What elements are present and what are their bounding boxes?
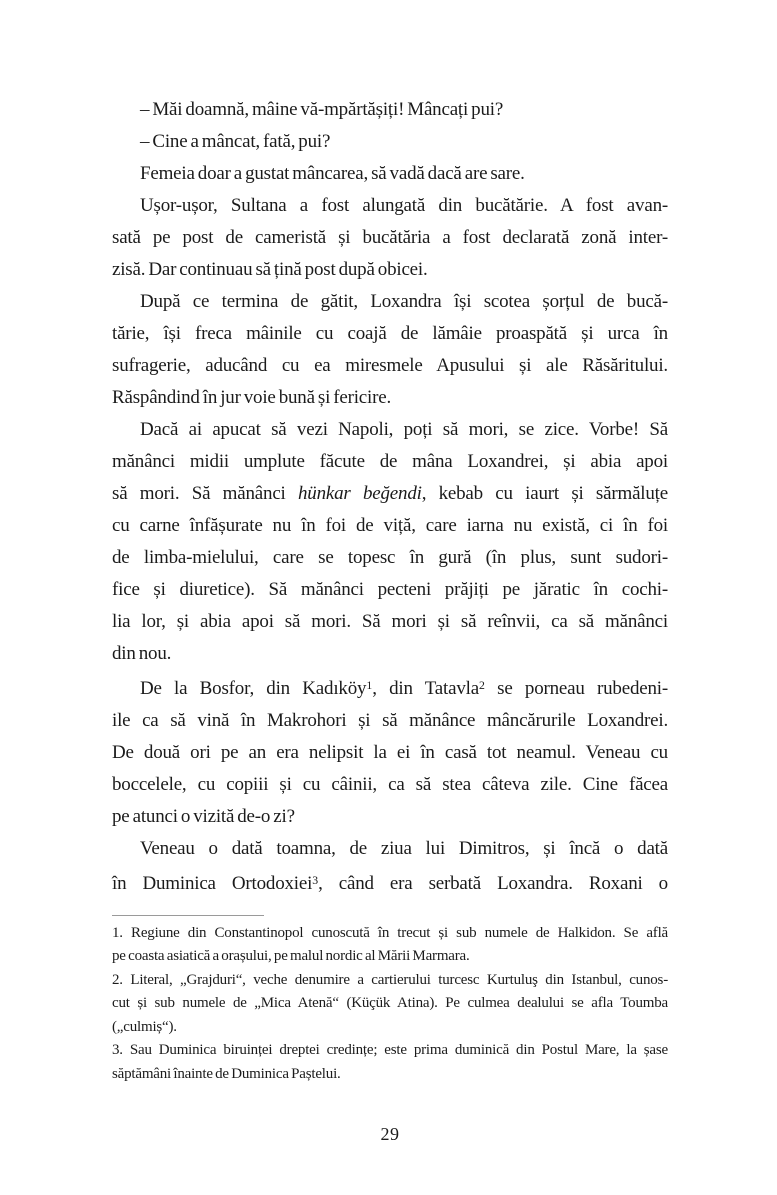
text-line: ile ca să vină în Makrohori și să mănânce mâncărurile Loxandrei. xyxy=(112,709,668,731)
text-line: După ce termina de gătit, Loxandra își scotea șorțul de bucă- xyxy=(140,291,668,312)
text-line: sată pe post de cameristă și bucătăria a fost declarată zonă inter- xyxy=(112,227,668,248)
text-line: 2. Literal, „Grajduri“, veche denumire a cartierului turcesc Kurtuluş din Istanbul, cunos- xyxy=(112,971,668,988)
paragraph xyxy=(112,158,668,190)
footnote xyxy=(112,969,668,1040)
text-line: Dacă ai apucat să vezi Napoli, poți să mori, se zice. Vorbe! Să xyxy=(140,419,668,440)
page-number: 29 xyxy=(380,1124,400,1145)
footnote xyxy=(112,1039,668,1086)
text-line: Răspândind în jur voie bună și fericire. xyxy=(112,387,392,408)
paragraph xyxy=(112,414,668,670)
paragraph xyxy=(112,94,668,126)
text-line: 3. Sau Duminica biruinței dreptei credințe; este prima duminică din Postul Mare, la șase xyxy=(112,1042,668,1059)
text-line: Femeia doar a gustat mâncarea, să vadă dacă are sare. xyxy=(140,163,525,184)
text-line: – Cine a mâncat, fată, pui? xyxy=(140,131,331,152)
text-line: sufragerie, aducând cu ea miresmele Apusului și ale Răsăritului. xyxy=(112,355,668,376)
text-line: Veneau o dată toamna, de ziua lui Dimitros, și încă o dată xyxy=(140,837,668,859)
footnote-separator xyxy=(112,915,264,916)
text-line: de limba-mielului, care se topesc în gură (în plus, sunt sudori- xyxy=(112,547,668,568)
text-line: Ușor-ușor, Sultana a fost alungată din bucătărie. A fost avan- xyxy=(140,195,668,216)
text-line: boccelele, cu copiii și cu câinii, ca să stea câteva zile. Cine făcea xyxy=(112,773,668,795)
paragraph xyxy=(112,190,668,286)
text-line: cu carne înfășurate nu în foi de viță, care iarna nu există, ci în foi xyxy=(112,515,668,536)
footnote-ref: 1 xyxy=(366,679,373,692)
text-line: pe atunci o vizită de-o zi? xyxy=(112,805,295,827)
body-text xyxy=(112,94,668,900)
italic-phrase: hünkar beğendi xyxy=(297,483,422,504)
text-line: în Duminica Ortodoxiei$^3$, când era serbată Loxandra. Roxani o xyxy=(112,872,668,894)
footnote-ref: 3 xyxy=(312,873,319,887)
text-line: cut și sub numele de „Mica Atenă“ (Küçük Atina). Pe culmea dealului se afla Toumba xyxy=(112,995,668,1012)
text-line: 1. Regiune din Constantinopol cunoscută în trecut și sub numele de Halkidon. Se află xyxy=(112,924,668,941)
text-line: De la Bosfor, din Kadıköy$^1$, din Tatavla$^2$ se porneau rubedeni- xyxy=(140,677,669,699)
paragraph xyxy=(112,286,668,414)
text-block xyxy=(112,94,668,1145)
text-line: să mori. Să mănânci hünkar beğendi, kebab cu iaurt și sărmăluțe xyxy=(112,483,668,504)
text-line: – Măi doamnă, mâine vă-mpărtășiți! Mâncați pui? xyxy=(140,99,504,120)
footnote-ref: 2 xyxy=(478,679,485,692)
paragraph xyxy=(112,833,668,900)
text-line: De două ori pe an era nelipsit la ei în casă tot neamul. Veneau cu xyxy=(112,741,668,763)
paragraph xyxy=(112,670,668,833)
text-line: lia lor, și abia apoi să mori. Să mori și să reînvii, ca să mănânci xyxy=(112,611,668,632)
text-line: din nou. xyxy=(112,643,172,664)
paragraph xyxy=(112,126,668,158)
text-line: mănânci midii umplute făcute de mâna Loxandrei, și abia apoi xyxy=(112,451,668,472)
text-line: pe coasta asiatică a orașului, pe malul nordic al Mării Marmara. xyxy=(112,948,470,965)
text-line: („culmiș“). xyxy=(112,1018,177,1035)
text-line: săptămâni înainte de Duminica Paștelui. xyxy=(112,1065,341,1082)
text-line: zisă. Dar continuau să țină post după obicei. xyxy=(112,259,428,280)
footnotes xyxy=(112,922,668,1087)
text-line: tărie, își freca mâinile cu coajă de lămâie proaspătă și urca în xyxy=(112,323,668,344)
footnote xyxy=(112,922,668,969)
text-line: fice și diuretice). Să mănânci pecteni prăjiți pe jăratic în cochi- xyxy=(112,579,668,600)
